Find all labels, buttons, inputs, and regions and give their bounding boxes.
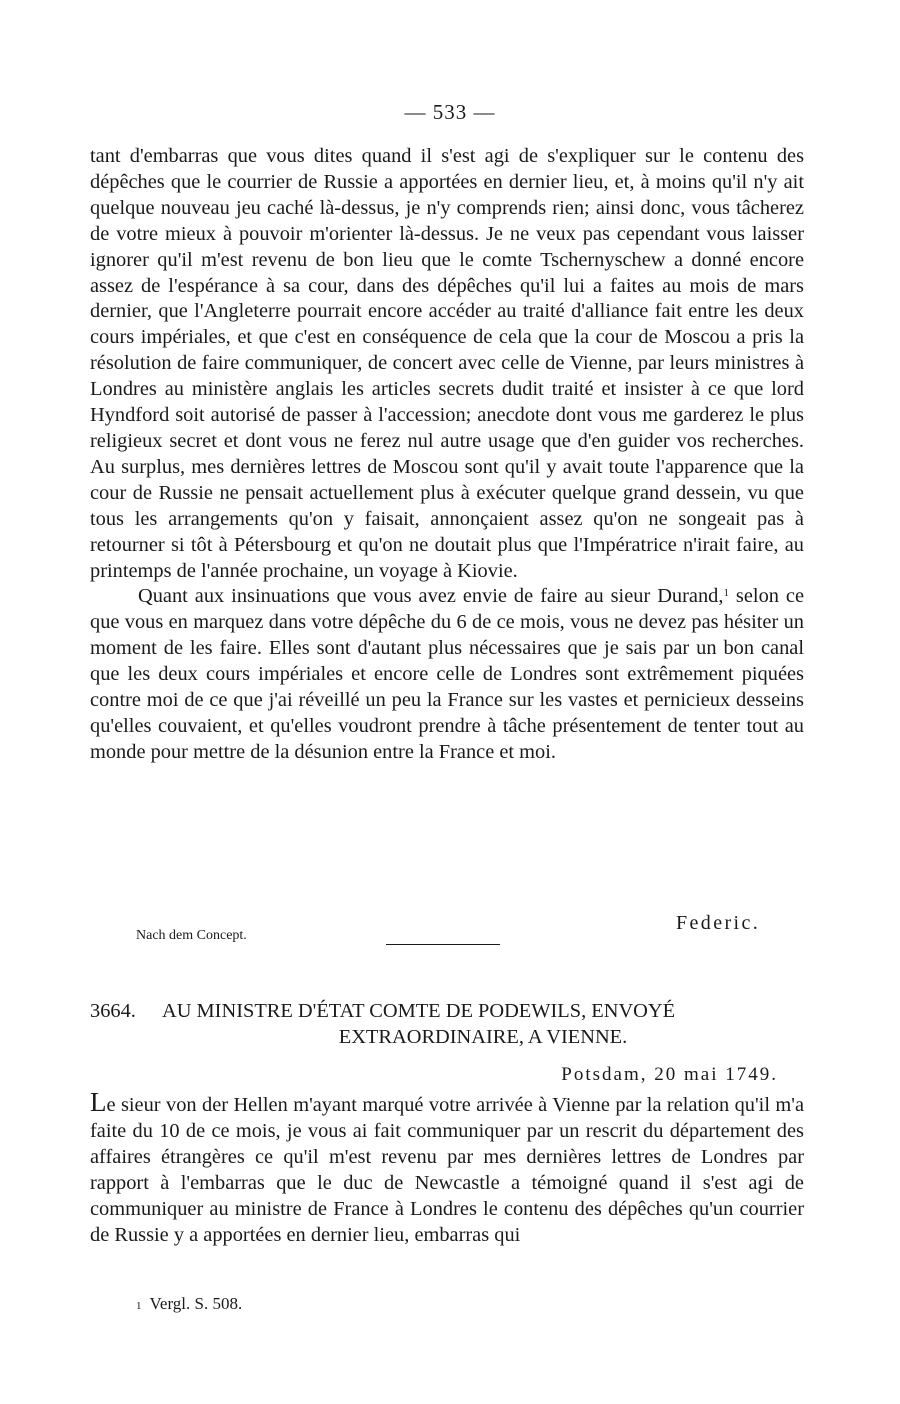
letter-body	[90, 144, 804, 766]
page-number: — 533 —	[404, 100, 496, 124]
paragraph-text: Quant aux insinuations que vous avez envie de faire au sieur Durand,	[138, 585, 724, 608]
paragraph: tant d'embarras que vous dites quand il s'est agi de s'expliquer sur le contenu des dépêches que le courrier de Russie a apportées en dernier lieu, et, à moins qu'il n'y ait quelque nouveau jeu caché là-dessus, je n'y comprends rien; ainsi donc, vous tâcherez de votre mieux à pouvoir m'orienter là-dessus. Je ne veux pas cependant vous laisser ignorer qu'il m'est revenu de bon lieu que le comte Tschernyschew a donné encore assez de l'espérance à sa cour, dans des dépêches qu'il lui a faites au mois de mars dernier, que l'Angleterre pourrait encore accéder au traité d'alliance fait entre les deux cours impériales, et que c'est en conséquence de cela que la cour de Moscou a pris la résolution de faire communiquer, de concert avec celle de Vienne, par leurs ministres à Londres au ministère anglais les articles secrets dudit traité et insister à ce que lord Hyndford soit autorisé de passer à l'accession; anecdote dont vous me garderez le plus religieux secret et dont vous ne ferez nul autre usage que d'en guider vos recherches. Au surplus, mes dernières lettres de Moscou sont qu'il y avait toute l'apparence que la cour de Russie ne pensait actuellement plus à exécuter quelque grand dessein, vu que tous les arrangements qu'on y faisait, annonçaient assez qu'on ne songeait pas à retourner si tôt à Pétersbourg et qu'on ne doutait plus que l'Impératrice n'irait faire, au printemps de l'année prochaine, un voyage à Kiovie.	[90, 145, 804, 582]
footnote-mark: 1	[136, 1300, 142, 1312]
paragraph-text: selon ce que vous en marquez dans votre dépêche du 6 de ce mois, vous ne devez pas hésiter un moment de les faire. Elles sont d'autant plus nécessaires que je sais par un bon canal que les deux cours impériales et encore celle de Londres sont extrêmement piquées contre moi de ce que j'ai réveillé un peu la France sur les vastes et pernicieux desseins qu'elles couvaient, et qu'elles voudront prendre à tâche présentement de tenter tout au monde pour mettre de la désunion entre la France et moi.	[90, 585, 805, 763]
signature: Federic.	[676, 912, 761, 934]
letter-body	[90, 1087, 804, 1248]
footnote-text: Vergl. S. 508.	[149, 1294, 243, 1313]
paragraph	[90, 1087, 804, 1248]
letter-title-line: AU MINISTRE D'ÉTAT COMTE DE PODEWILS, ENVOYÉ	[162, 1000, 676, 1022]
letter-title-line: EXTRAORDINAIRE, A VIENNE.	[338, 1026, 628, 1048]
section-divider	[386, 944, 500, 945]
paragraph	[90, 584, 804, 765]
footnote-reference: 1	[723, 587, 729, 600]
letter-heading	[90, 998, 804, 1050]
footnote	[136, 1294, 242, 1314]
initial-letter: L	[90, 1087, 107, 1117]
paragraph-text: e sieur von der Hellen m'ayant marqué votre arrivée à Vienne par la relation qu'il m'a faite du 10 de ce mois, je vous ai fait communiquer par un rescrit du département des affaires étrangères ce qu'il m'est revenu par mes dernières lettres de Londres par rapport à l'embarras que le duc de Newcastle a témoigné quand il s'est agi de communiquer au ministre de France à Londres le contenu des dépêches qu'un courrier de Russie y a apportées en dernier lieu, embarras qui	[90, 1094, 804, 1246]
source-note: Nach dem Concept.	[136, 928, 247, 943]
dateline: Potsdam, 20 mai 1749.	[561, 1064, 778, 1085]
letter-number: 3664.	[90, 1000, 136, 1022]
